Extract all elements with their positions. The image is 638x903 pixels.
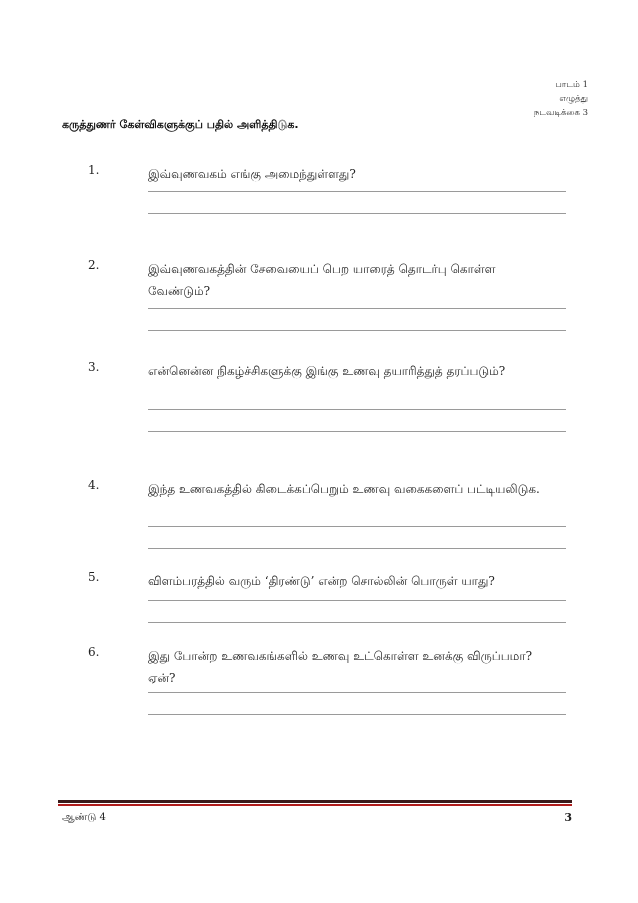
footer-rule-red — [58, 804, 572, 806]
question-text: விளம்பரத்தில் வரும் ‘திரண்டு’ என்ற சொல்லின் பொருள் யாது? — [148, 574, 495, 588]
answer-line[interactable] — [148, 548, 566, 549]
answer-line[interactable] — [148, 526, 566, 527]
answer-line[interactable] — [148, 622, 566, 623]
answer-line[interactable] — [148, 213, 566, 214]
topic-label: எழுத்து — [559, 94, 588, 104]
answer-line[interactable] — [148, 308, 566, 309]
question-number: 5. — [88, 570, 100, 584]
question-text: இந்த உணவகத்தில் கிடைக்கப்பெறும் உணவு வகைகளைப் பட்டியலிடுக. — [148, 482, 540, 496]
question-number: 1. — [88, 163, 100, 177]
footer-year-label: ஆண்டு 4 — [62, 812, 106, 823]
lesson-label: பாடம் 1 — [555, 80, 588, 90]
question-text: இவ்வுணவகம் எங்கு அமைந்துள்ளது? — [148, 167, 356, 181]
answer-line[interactable] — [148, 431, 566, 432]
question-number: 6. — [88, 645, 100, 659]
question-number: 2. — [88, 258, 100, 272]
question-number: 4. — [88, 478, 100, 492]
answer-line[interactable] — [148, 330, 566, 331]
page-number: 3 — [564, 811, 572, 824]
instruction-heading: கருத்துணர் கேள்விகளுக்குப் பதில் அளித்திடுக. — [62, 118, 299, 131]
question-number: 3. — [88, 360, 100, 374]
answer-line[interactable] — [148, 409, 566, 410]
header-block — [534, 78, 588, 120]
answer-line[interactable] — [148, 692, 566, 693]
question-text: என்னென்ன நிகழ்ச்சிகளுக்கு இங்கு உணவு தயாரித்துத் தரப்படும்? — [148, 364, 506, 378]
answer-line[interactable] — [148, 191, 566, 192]
activity-label: நடவடிக்கை 3 — [533, 108, 588, 118]
question-text: இவ்வுணவகத்தின் சேவையைப் பெற யாரைத் தொடர்பு கொள்ள வேண்டும்? — [148, 262, 496, 298]
answer-line[interactable] — [148, 714, 566, 715]
answer-line[interactable] — [148, 600, 566, 601]
footer-rule-dark — [58, 800, 572, 803]
question-text: இது போன்ற உணவகங்களில் உணவு உட்கொள்ள உனக்கு விருப்பமா? ஏன்? — [148, 649, 533, 685]
